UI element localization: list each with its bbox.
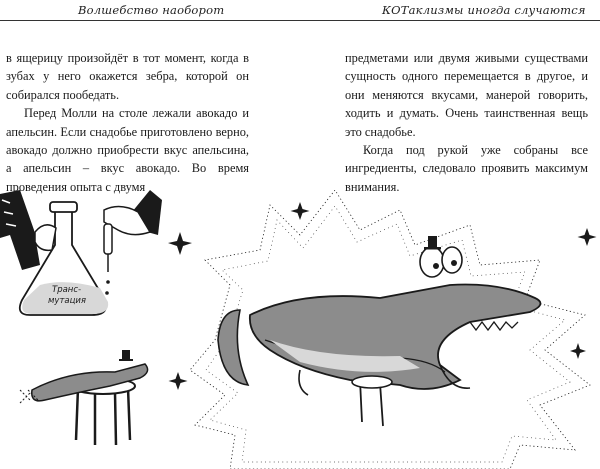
left-page-text (6, 49, 249, 196)
paragraph: Когда под рукой уже собраны все ингредиенты, следовало проявить максимум внимания. (345, 143, 588, 194)
hand-with-pipette (104, 190, 162, 295)
flask-label-line1: Транс- (52, 285, 82, 295)
lizard-on-stool (20, 350, 148, 445)
right-page-text (345, 49, 588, 196)
paragraph: Перед Молли на столе лежали авокадо и апельсин. Если снадобье приготовлено верно, авокадо должно приобрести вкус апельсина, а апельсин – вкус авокадо. Во время проведения опыта с двумя (6, 106, 249, 194)
flask-label-line2: мутация (48, 296, 87, 306)
paragraph: в ящерицу произойдёт в тот момент, когда в зубах у него окажется зебра, которой он собирался пообедать. (6, 51, 249, 102)
header-rule-left (0, 20, 300, 21)
running-head-right: КОТаклизмы иногда случаются (382, 3, 586, 17)
running-head-left: Волшебство наоборот (78, 3, 225, 17)
hand-with-flask (0, 190, 108, 315)
transmutation-illustration (0, 190, 600, 469)
header-rule-right (300, 20, 600, 21)
paragraph: предметами или двумя живыми существами сущность одного перемещается в другое, и они меняются вкусами, манерой говорить, ходить и думать. Очень таинственная вещь это снадобье. (345, 51, 588, 139)
